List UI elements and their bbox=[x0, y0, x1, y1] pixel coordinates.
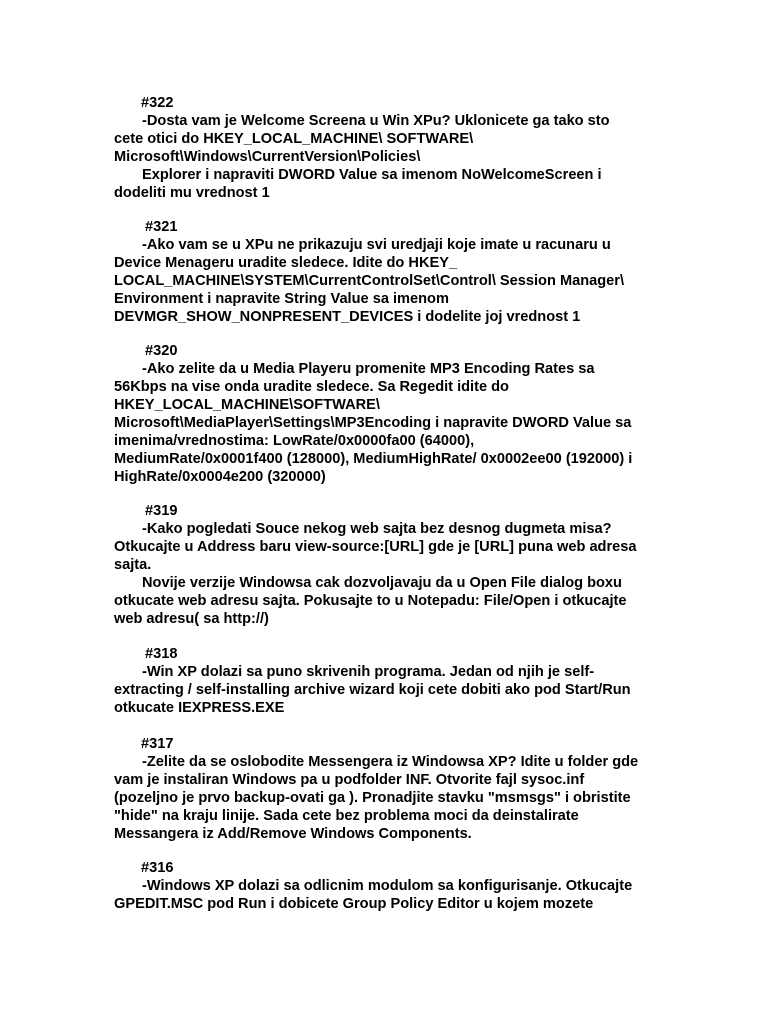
tip-320 bbox=[114, 342, 674, 486]
tip-line: otkucate web adresu sajta. Pokusajte to u Notepadu: File/Open i otkucajte bbox=[114, 593, 627, 609]
tip-321 bbox=[114, 218, 674, 326]
tip-line: -Win XP dolazi sa puno skrivenih programa. Jedan od njih je self- bbox=[142, 664, 595, 680]
tip-line: -Ako vam se u XPu ne prikazuju svi uredjaji koje imate u racunaru u bbox=[142, 237, 611, 253]
tip-line: -Ako zelite da u Media Playeru promenite MP3 Encoding Rates sa bbox=[142, 361, 595, 377]
tip-line: Device Menageru uradite sledece. Idite do HKEY_ bbox=[114, 255, 458, 271]
tip-line: Messangera iz Add/Remove Windows Components. bbox=[114, 826, 472, 842]
tip-line: Otkucajte u Address baru view-source:[URL] gde je [URL] puna web adresa bbox=[114, 539, 637, 555]
tip-line: -Windows XP dolazi sa odlicnim modulom sa konfigurisanje. Otkucajte bbox=[142, 878, 633, 894]
tip-number: #316 bbox=[141, 860, 174, 876]
tip-line: Microsoft\Windows\CurrentVersion\Policies\ bbox=[114, 149, 421, 165]
tip-line: -Zelite da se oslobodite Messengera iz Windowsa XP? Idite u folder gde bbox=[142, 754, 639, 770]
tip-317 bbox=[114, 735, 674, 843]
tip-322 bbox=[114, 94, 674, 202]
tip-line: Microsoft\MediaPlayer\Settings\MP3Encoding i napravite DWORD Value sa bbox=[114, 415, 632, 431]
tip-316 bbox=[114, 859, 674, 913]
tip-line: -Kako pogledati Souce nekog web sajta bez desnog dugmeta misa? bbox=[142, 521, 612, 537]
tip-line: HighRate/0x0004e200 (320000) bbox=[114, 469, 326, 485]
tip-line: cete otici do HKEY_LOCAL_MACHINE\ SOFTWARE\ bbox=[114, 131, 474, 147]
tip-319 bbox=[114, 502, 674, 628]
tip-line: -Dosta vam je Welcome Screena u Win XPu? Uklonicete ga tako sto bbox=[142, 113, 610, 129]
tip-line: "hide" na kraju linije. Sada cete bez problema moci da deinstalirate bbox=[114, 808, 579, 824]
tip-number: #317 bbox=[141, 736, 174, 752]
tip-line: Explorer i napraviti DWORD Value sa imenom NoWelcomeScreen i bbox=[142, 167, 602, 183]
tip-line: (pozeljno je prvo backup-ovati ga ). Pronadjite stavku "msmsgs" i obristite bbox=[114, 790, 631, 806]
tip-line: vam je instaliran Windows pa u podfolder INF. Otvorite fajl sysoc.inf bbox=[114, 772, 585, 788]
tip-line: dodeliti mu vrednost 1 bbox=[114, 185, 270, 201]
tip-number: #318 bbox=[145, 646, 178, 662]
tip-line: web adresu( sa http://) bbox=[114, 611, 269, 627]
tip-line: extracting / self-installing archive wizard koji cete dobiti ako pod Start/Run bbox=[114, 682, 631, 698]
tip-line: imenima/vrednostima: LowRate/0x0000fa00 (64000), bbox=[114, 433, 475, 449]
tip-line: HKEY_LOCAL_MACHINE\SOFTWARE\ bbox=[114, 397, 380, 413]
tip-line: Novije verzije Windowsa cak dozvoljavaju da u Open File dialog boxu bbox=[142, 575, 622, 591]
tip-number: #319 bbox=[145, 503, 178, 519]
tip-line: 56Kbps na vise onda uradite sledece. Sa Regedit idite do bbox=[114, 379, 509, 395]
tip-line: MediumRate/0x0001f400 (128000), MediumHighRate/ 0x0002ee00 (192000) i bbox=[114, 451, 633, 467]
tip-line: DEVMGR_SHOW_NONPRESENT_DEVICES i dodelite joj vrednost 1 bbox=[114, 309, 581, 325]
tip-number: #322 bbox=[141, 95, 174, 111]
tip-line: LOCAL_MACHINE\SYSTEM\CurrentControlSet\Control\ Session Manager\ bbox=[114, 273, 625, 289]
tip-line: sajta. bbox=[114, 557, 152, 573]
tip-number: #320 bbox=[145, 343, 178, 359]
tip-number: #321 bbox=[145, 219, 178, 235]
tip-line: otkucate IEXPRESS.EXE bbox=[114, 700, 285, 716]
tip-line: GPEDIT.MSC pod Run i dobicete Group Policy Editor u kojem mozete bbox=[114, 896, 594, 912]
tip-318 bbox=[114, 645, 674, 717]
tip-line: Environment i napravite String Value sa imenom bbox=[114, 291, 449, 307]
